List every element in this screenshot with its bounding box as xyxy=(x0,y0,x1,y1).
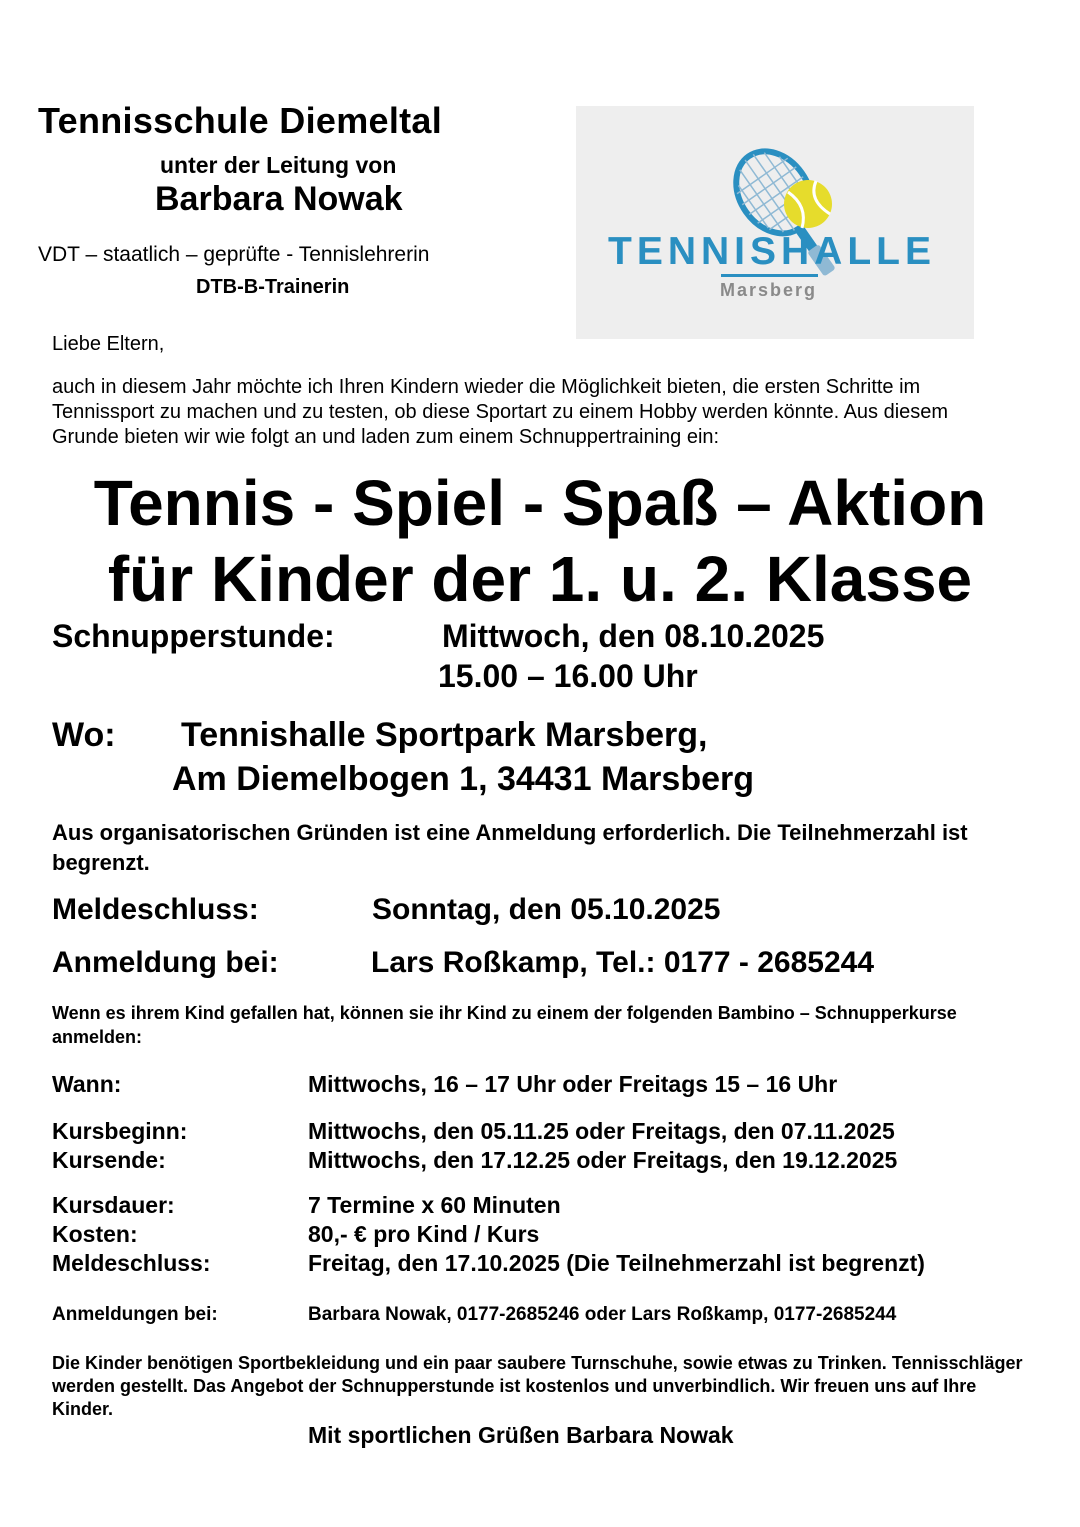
course-signup: Barbara Nowak, 0177-2685246 oder Lars Roßkamp, 0177-2685244 xyxy=(308,1304,897,1325)
headline-line2: für Kinder der 1. u. 2. Klasse xyxy=(107,543,973,615)
teacher-name: Barbara Nowak xyxy=(155,180,403,218)
trial-date: Mittwoch, den 08.10.2025 xyxy=(442,618,825,654)
school-name: Tennisschule Diemeltal xyxy=(38,100,443,141)
trial-label: Schnupperstunde: xyxy=(52,618,335,654)
signature: Mit sportlichen Grüßen Barbara Nowak xyxy=(308,1422,734,1448)
logo-title: TENNISHALLE xyxy=(608,230,936,273)
course-intro: Wenn es ihrem Kind gefallen hat, können sie ihr Kind zu einem der folgenden Bambino – Schnupperkurse anmelden: xyxy=(52,1003,957,1047)
course-cost: 80,- € pro Kind / Kurs xyxy=(308,1221,540,1247)
course-duration: 7 Termine x 60 Minuten xyxy=(308,1192,561,1218)
deadline-label: Meldeschluss: xyxy=(52,893,259,926)
location-line1: Tennishalle Sportpark Marsberg, xyxy=(181,716,708,754)
course-start-label: Kursbeginn: xyxy=(52,1118,188,1144)
intro-text: auch in diesem Jahr möchte ich Ihren Kindern wieder die Möglichkeit bieten, die ersten Schritte im Tennissport zu machen und zu testen, ob diese Sportart zu einem Hobby werden könnte. Aus diesem Grunde bieten wir wie folgt an und laden zum einem Schnuppertraining ein: xyxy=(52,376,949,448)
greeting: Liebe Eltern, xyxy=(52,333,165,355)
course-start: Mittwochs, den 05.11.25 oder Freitags, den 07.11.2025 xyxy=(308,1118,895,1144)
qualification: VDT – staatlich – geprüfte - Tennislehrerin xyxy=(38,243,430,266)
registration-note: Aus organisatorischen Gründen ist eine Anmeldung erforderlich. Die Teilnehmerzahl ist begrenzt. xyxy=(52,820,968,875)
course-when: Mittwochs, 16 – 17 Uhr oder Freitags 15 – 16 Uhr xyxy=(308,1071,838,1097)
leadership-line: unter der Leitung von xyxy=(160,152,397,178)
headline-line1: Tennis - Spiel - Spaß – Aktion xyxy=(93,467,987,539)
trial-time: 15.00 – 16.00 Uhr xyxy=(438,658,698,694)
location-line2: Am Diemelbogen 1, 34431 Marsberg xyxy=(172,760,755,798)
contact-label: Anmeldung bei: xyxy=(52,946,279,979)
tennishalle-logo xyxy=(576,106,974,339)
course-deadline: Freitag, den 17.10.2025 (Die Teilnehmerzahl ist begrenzt) xyxy=(308,1250,925,1276)
course-signup-label: Anmeldungen bei: xyxy=(52,1304,218,1325)
course-deadline-label: Meldeschluss: xyxy=(52,1250,211,1276)
course-end-label: Kursende: xyxy=(52,1147,166,1173)
logo-underline xyxy=(721,274,818,277)
location-label: Wo: xyxy=(52,716,116,754)
contact-value: Lars Roßkamp, Tel.: 0177 - 2685244 xyxy=(371,946,875,979)
deadline-value: Sonntag, den 05.10.2025 xyxy=(372,893,721,926)
logo-subtitle: Marsberg xyxy=(720,280,818,300)
trainer-license: DTB-B-Trainerin xyxy=(196,276,350,298)
course-when-label: Wann: xyxy=(52,1071,122,1097)
course-end: Mittwochs, den 17.12.25 oder Freitags, den 19.12.2025 xyxy=(308,1147,898,1173)
course-duration-label: Kursdauer: xyxy=(52,1192,175,1218)
course-cost-label: Kosten: xyxy=(52,1221,138,1247)
footer-text: Die Kinder benötigen Sportbekleidung und ein paar saubere Turnschuhe, sowie etwas zu Trinken. Tennisschläger werden gestellt. Das Angebot der Schnupperstunde ist kostenlos und unverbindlich. Wir freuen uns auf Ihre Kinder. xyxy=(52,1353,1023,1419)
